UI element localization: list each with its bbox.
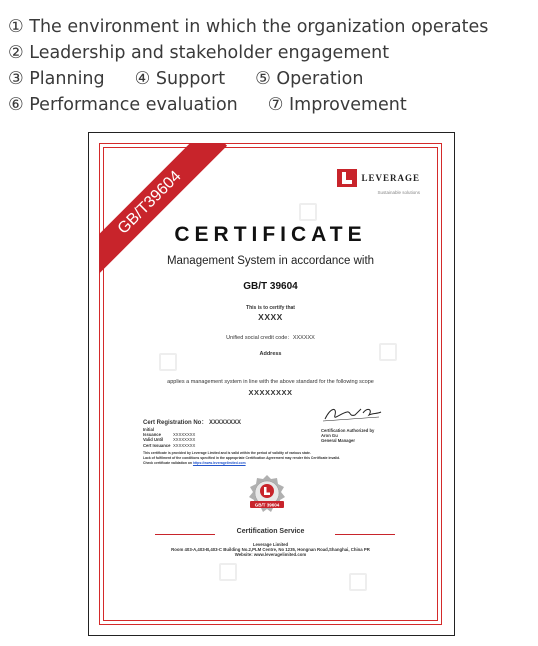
clause-planning: ③ Planning bbox=[8, 69, 105, 89]
signature-image bbox=[321, 403, 385, 425]
authorized-by: Certification Authorized by bbox=[321, 428, 375, 433]
iso-clauses-list bbox=[8, 14, 488, 118]
validity-note: This certificate is provided by Leverage Limited and is valid within the period of validity of various state. Lack of fulfilment of the conditions specified in the appropriate Certification Agreement may render this Certificate invalid. Check certificate validation on https://www.leveragelimited.com bbox=[143, 451, 341, 465]
certificate-dates bbox=[143, 427, 195, 448]
signer-name: Aron Gu bbox=[321, 433, 338, 439]
certification-service-label: Certification Service bbox=[236, 528, 305, 535]
certificate bbox=[99, 143, 442, 625]
clause-improvement: ⑦ Improvement bbox=[267, 95, 407, 115]
standard-ribbon: GB/T39604 bbox=[99, 143, 227, 280]
seal-label: GB/T 39604 bbox=[254, 502, 280, 508]
date-row: Valid Until XXXXXXXX bbox=[143, 437, 196, 443]
certification-seal bbox=[245, 473, 289, 517]
issuer-name: Leverage Limited bbox=[252, 542, 289, 547]
logo-text: LEVERAGE bbox=[361, 173, 420, 183]
date-row: Initial Issuance XXXXXXXX bbox=[143, 427, 196, 438]
leverage-logo bbox=[337, 169, 420, 195]
scope-description: applies a management system in line with the above standard for the following scope bbox=[167, 379, 374, 385]
scope-value: XXXXXXXX bbox=[248, 388, 293, 397]
date-row: Cert Issuance XXXXXXXX bbox=[143, 442, 196, 448]
authorization-block bbox=[321, 428, 374, 444]
validation-link[interactable]: https://www.leveragelimited.com bbox=[192, 461, 246, 465]
clause-line-4 bbox=[8, 92, 488, 118]
logo-tagline: Sustainable solutions bbox=[377, 190, 420, 196]
certify-text: This is to certify that bbox=[246, 305, 295, 311]
organization-address: Address bbox=[259, 351, 282, 357]
clause-performance-evaluation: ⑥ Performance evaluation bbox=[8, 95, 238, 115]
organization-name: XXXX bbox=[258, 312, 283, 322]
issuer-website: Website: www.leveragelimited.com bbox=[234, 552, 307, 558]
leverage-logo-icon bbox=[337, 169, 357, 187]
certificate-image-frame bbox=[88, 132, 455, 636]
signer-title: General Manager bbox=[321, 438, 355, 444]
certificate-title: CERTIFICATE bbox=[174, 223, 367, 246]
clause-line-3 bbox=[8, 66, 488, 92]
clause-line-2: ② Leadership and stakeholder engagement bbox=[8, 43, 390, 63]
issuer-address: Room 403-A,403-B,403-C Building No.2,PLM Centre, No 1235, Hongnan Road,Shanghai, China PR bbox=[171, 547, 370, 553]
issuer-block bbox=[99, 542, 442, 558]
credit-code: Unified social credit code：XXXXXX bbox=[226, 335, 315, 341]
standard-code: GB/T 39604 bbox=[243, 281, 298, 292]
certificate-subtitle: Management System in accordance with bbox=[166, 255, 375, 267]
registration-number: Cert Registration No： XXXXXXXX bbox=[143, 420, 242, 426]
clause-support: ④ Support bbox=[134, 69, 226, 89]
clause-operation: ⑤ Operation bbox=[255, 69, 364, 89]
clause-line-1: ① The environment in which the organization operates bbox=[8, 17, 489, 37]
